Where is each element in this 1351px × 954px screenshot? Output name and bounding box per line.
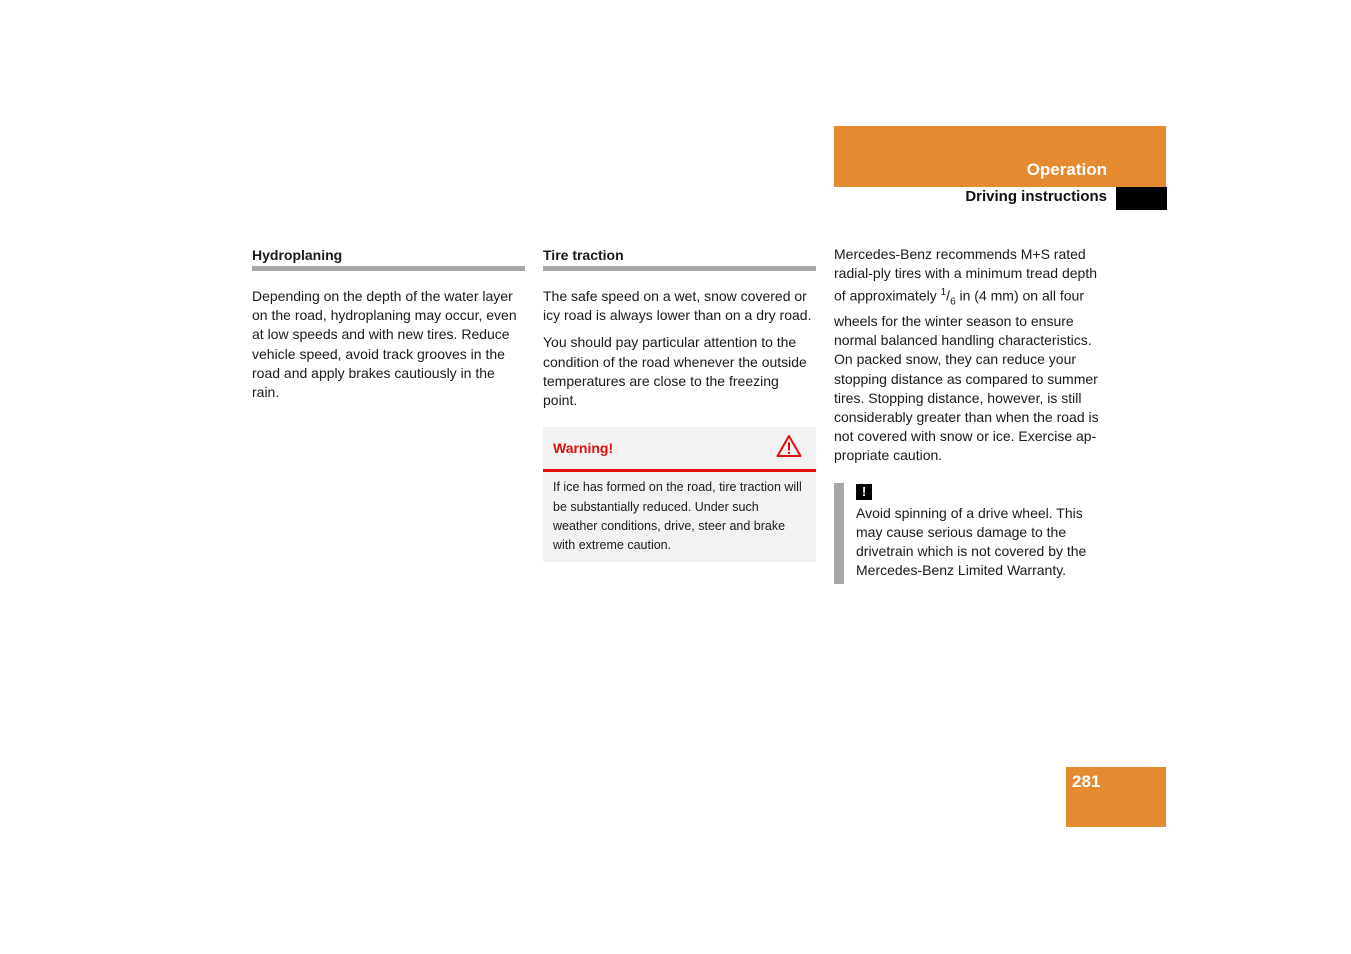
fraction-numerator: 1	[940, 287, 947, 299]
subsection-title: Driving instructions	[965, 188, 1107, 205]
column-recommendation	[834, 246, 1110, 584]
page-number-box	[1066, 767, 1166, 827]
recommendation-text: Mercedes-Benz recommends M+S rated radial-ply tires with a minimum tread depth of approximately $^1/_6$ in (4 mm) on all four wheels for the winter season to ensure normal balanced handling characteristics. On packed snow, they can reduce your stopping distance as compared to summer tires. Stopping distance, however, is still considerably greater than when the road is not covered with snow or ice. Exercise ap-propriate caution.	[834, 246, 1099, 464]
warning-header	[543, 427, 816, 472]
section-title: Operation	[1026, 160, 1107, 179]
warning-box	[543, 427, 816, 562]
tire-traction-paragraph-1: The safe speed on a wet, snow covered or icy road is always lower than on a dry road.	[543, 288, 812, 324]
warning-text: If ice has formed on the road, tire traction will be substantially reduced. Under such weather conditions, drive, steer and brake with extreme caution.	[553, 480, 802, 553]
note-text: Avoid spinning of a drive wheel. This may cause serious damage to the drivetrain which is not covered by the Mercedes-Benz Limited Warranty.	[856, 504, 1087, 579]
page-number: 281	[1072, 772, 1101, 791]
column-tire-traction	[543, 246, 816, 562]
warning-label: Warning!	[553, 440, 614, 457]
hydroplaning-heading: Hydroplaning	[252, 246, 525, 271]
section-header-box	[834, 126, 1166, 187]
tire-traction-heading: Tire traction	[543, 246, 816, 271]
column-hydroplaning	[252, 246, 525, 402]
warning-triangle-icon	[776, 434, 802, 463]
fraction-denominator: 6	[950, 296, 956, 308]
chapter-tab-marker	[1116, 187, 1167, 210]
exclamation-icon: !	[856, 484, 872, 500]
tire-traction-paragraph-2: You should pay particular attention to the condition of the road whenever the outside temperatures are close to the freezing point.	[543, 334, 807, 409]
hydroplaning-text: Depending on the depth of the water layer on the road, hydroplaning may occur, even at low speeds and with new tires. Reduce vehicle speed, avoid track grooves in the road and apply brakes cautiously in the rain.	[252, 288, 517, 401]
note-side-bar	[834, 483, 844, 584]
recommendation-text-before: Mercedes-Benz recommends M+S rated radial-ply tires with a minimum tread depth of approximately	[834, 246, 1097, 305]
recommendation-text-after: in (4 mm) on all four wheels for the winter season to ensure normal balanced handling characteristics. On packed snow, they can reduce your stopping distance as compared to summer tires. Stopping distance, however, is still considerably greater than when the road is not covered with snow or ice. Exercise ap-propriate caution.	[834, 288, 1099, 464]
note-box	[834, 483, 1110, 584]
